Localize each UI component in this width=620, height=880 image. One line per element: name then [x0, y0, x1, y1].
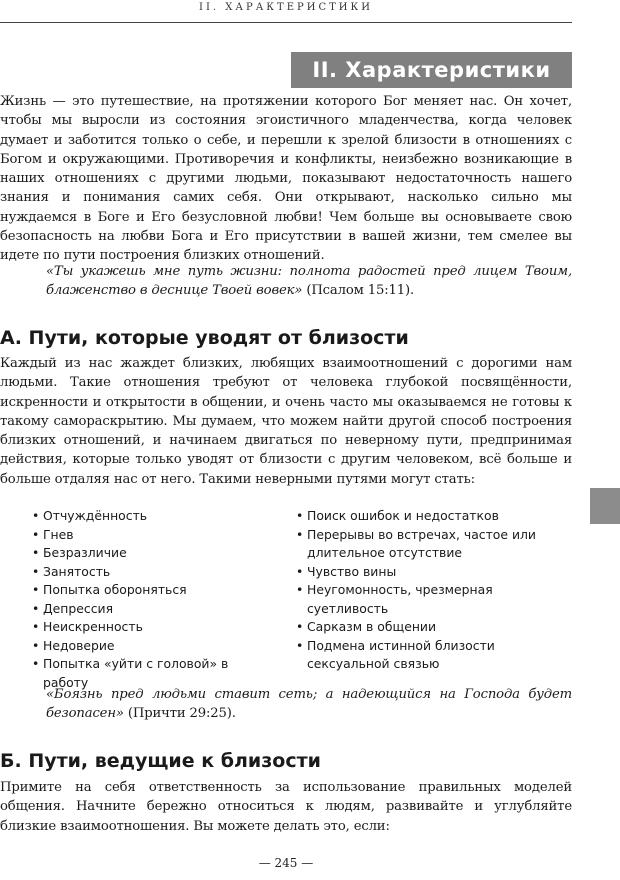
list-item-text: Попытка обороняться	[43, 582, 187, 597]
bullet-icon: •	[32, 600, 40, 616]
left-bullet-list	[32, 507, 277, 692]
bullet-icon: •	[32, 563, 40, 579]
section-b-title: Б. Пути, ведущие к близости	[0, 750, 321, 772]
quote-psalm-text: «Ты укажешь мне путь жизни: полнота радостей пред лицем Твоим, блаженство в деснице Твоей вовек»	[46, 264, 572, 299]
list-item-text: Подмена истинной близости сексуальной связью	[307, 637, 495, 671]
bullet-icon: •	[32, 545, 40, 560]
list-item-text: Неискренность	[43, 619, 143, 634]
list-item-text: Депрессия	[43, 600, 114, 616]
list-item-text: Гнев	[43, 526, 74, 542]
section-a-title: А. Пути, которые уводят от близости	[0, 327, 409, 349]
list-item	[32, 581, 277, 600]
list-item	[32, 637, 277, 656]
list-item-text: Попытка «уйти с головой» в работу	[43, 656, 229, 690]
bullet-icon: •	[296, 508, 304, 523]
chapter-title: II. Характеристики	[291, 52, 572, 88]
bullet-icon: •	[32, 526, 40, 542]
quote-proverbs-ref: (Причти 29:25).	[127, 706, 236, 722]
bullet-icon: •	[296, 582, 304, 597]
quote-psalm-ref: (Псалом 15:11).	[306, 283, 415, 299]
list-item	[32, 618, 277, 637]
bullet-icon: •	[296, 563, 304, 579]
list-item	[296, 526, 558, 563]
section-a-paragraph: Каждый из нас жаждет близких, любящих взаимоотношений с дорогими нам людьми. Такие отношения требуют от человека глубокой посвящённости, искренности и открытости в общении, и очень часто мы оказываемся не готовы к такому самораскрытию. Мы думаем, что можем найти другой способ построения близких отношений, и начинаем двигаться по неверному пути, предпринимая действия, которые только уводят от близости с другим человеком, всё больше и больше отдаляя нас от него. Такими неверными путями могут стать:	[0, 356, 572, 487]
list-item-text: Сарказм в общении	[307, 619, 437, 634]
list-item	[296, 618, 558, 637]
section-b-paragraph: Примите на себя ответственность за использование правильных моделей общения. Начните бережно относиться к людям, развивайте и углубляйте близкие взаимоотношения. Вы можете делать это, если:	[0, 780, 572, 834]
bullet-icon: •	[296, 637, 304, 653]
list-item-text: Перерывы во встречах, частое или длительное отсутствие	[307, 526, 536, 560]
right-bullet-list	[296, 507, 558, 674]
list-item	[32, 544, 277, 563]
page-number: — 245 —	[258, 856, 314, 870]
quote-proverbs	[46, 685, 572, 724]
bullet-icon: •	[32, 508, 40, 523]
list-item	[296, 581, 558, 618]
list-item-text: Занятость	[43, 563, 111, 579]
list-item-text: Неугомонность, чрезмерная суетливость	[307, 582, 493, 616]
list-item-text: Недоверие	[43, 637, 115, 653]
list-item	[32, 507, 277, 526]
list-item-text: Чувство вины	[307, 563, 397, 579]
section-tab-marker	[590, 488, 620, 524]
list-item	[296, 563, 558, 582]
intro-paragraph: Жизнь — это путешествие, на протяжении которого Бог меняет нас. Он хочет, чтобы мы выросли из состояния эгоистичного младенчества, когда человек думает и заботится только о себе, и перешли к зрелой близости в отношениях с Богом и окружающими. Противоречия и конфликты, неизбежно возникающие в наших отношениях с другими людьми, показывают недостаточность нашего знания и понимания самих себя. Они открывают, насколько сильно мы нуждаемся в Боге и Его безусловной любви! Чем больше вы основываете свою безопасность на любви Бога и Его присутствии в вашей жизни, тем смелее вы идете по пути построения близких отношений.	[0, 94, 572, 264]
bullet-icon: •	[296, 619, 304, 634]
list-item	[32, 600, 277, 619]
list-item	[32, 526, 277, 545]
bullet-icon: •	[32, 582, 40, 597]
header-rule	[0, 22, 572, 23]
list-item-text: Отчуждённость	[43, 508, 148, 523]
list-item-text: Безразличие	[43, 545, 127, 560]
bullet-icon: •	[32, 619, 40, 634]
running-head: II. ХАРАКТЕРИСТИКИ	[199, 2, 373, 13]
list-item	[32, 563, 277, 582]
bullet-icon: •	[32, 656, 40, 671]
bullet-icon: •	[32, 637, 40, 653]
list-item	[296, 637, 558, 674]
quote-proverbs-text: «Боязнь пред людьми ставит сеть; а надеющийся на Господа будет безопасен»	[46, 687, 572, 722]
list-item-text: Поиск ошибок и недостатков	[307, 508, 499, 523]
list-item	[296, 507, 558, 526]
bullet-icon: •	[296, 526, 304, 542]
quote-psalm	[46, 262, 572, 301]
